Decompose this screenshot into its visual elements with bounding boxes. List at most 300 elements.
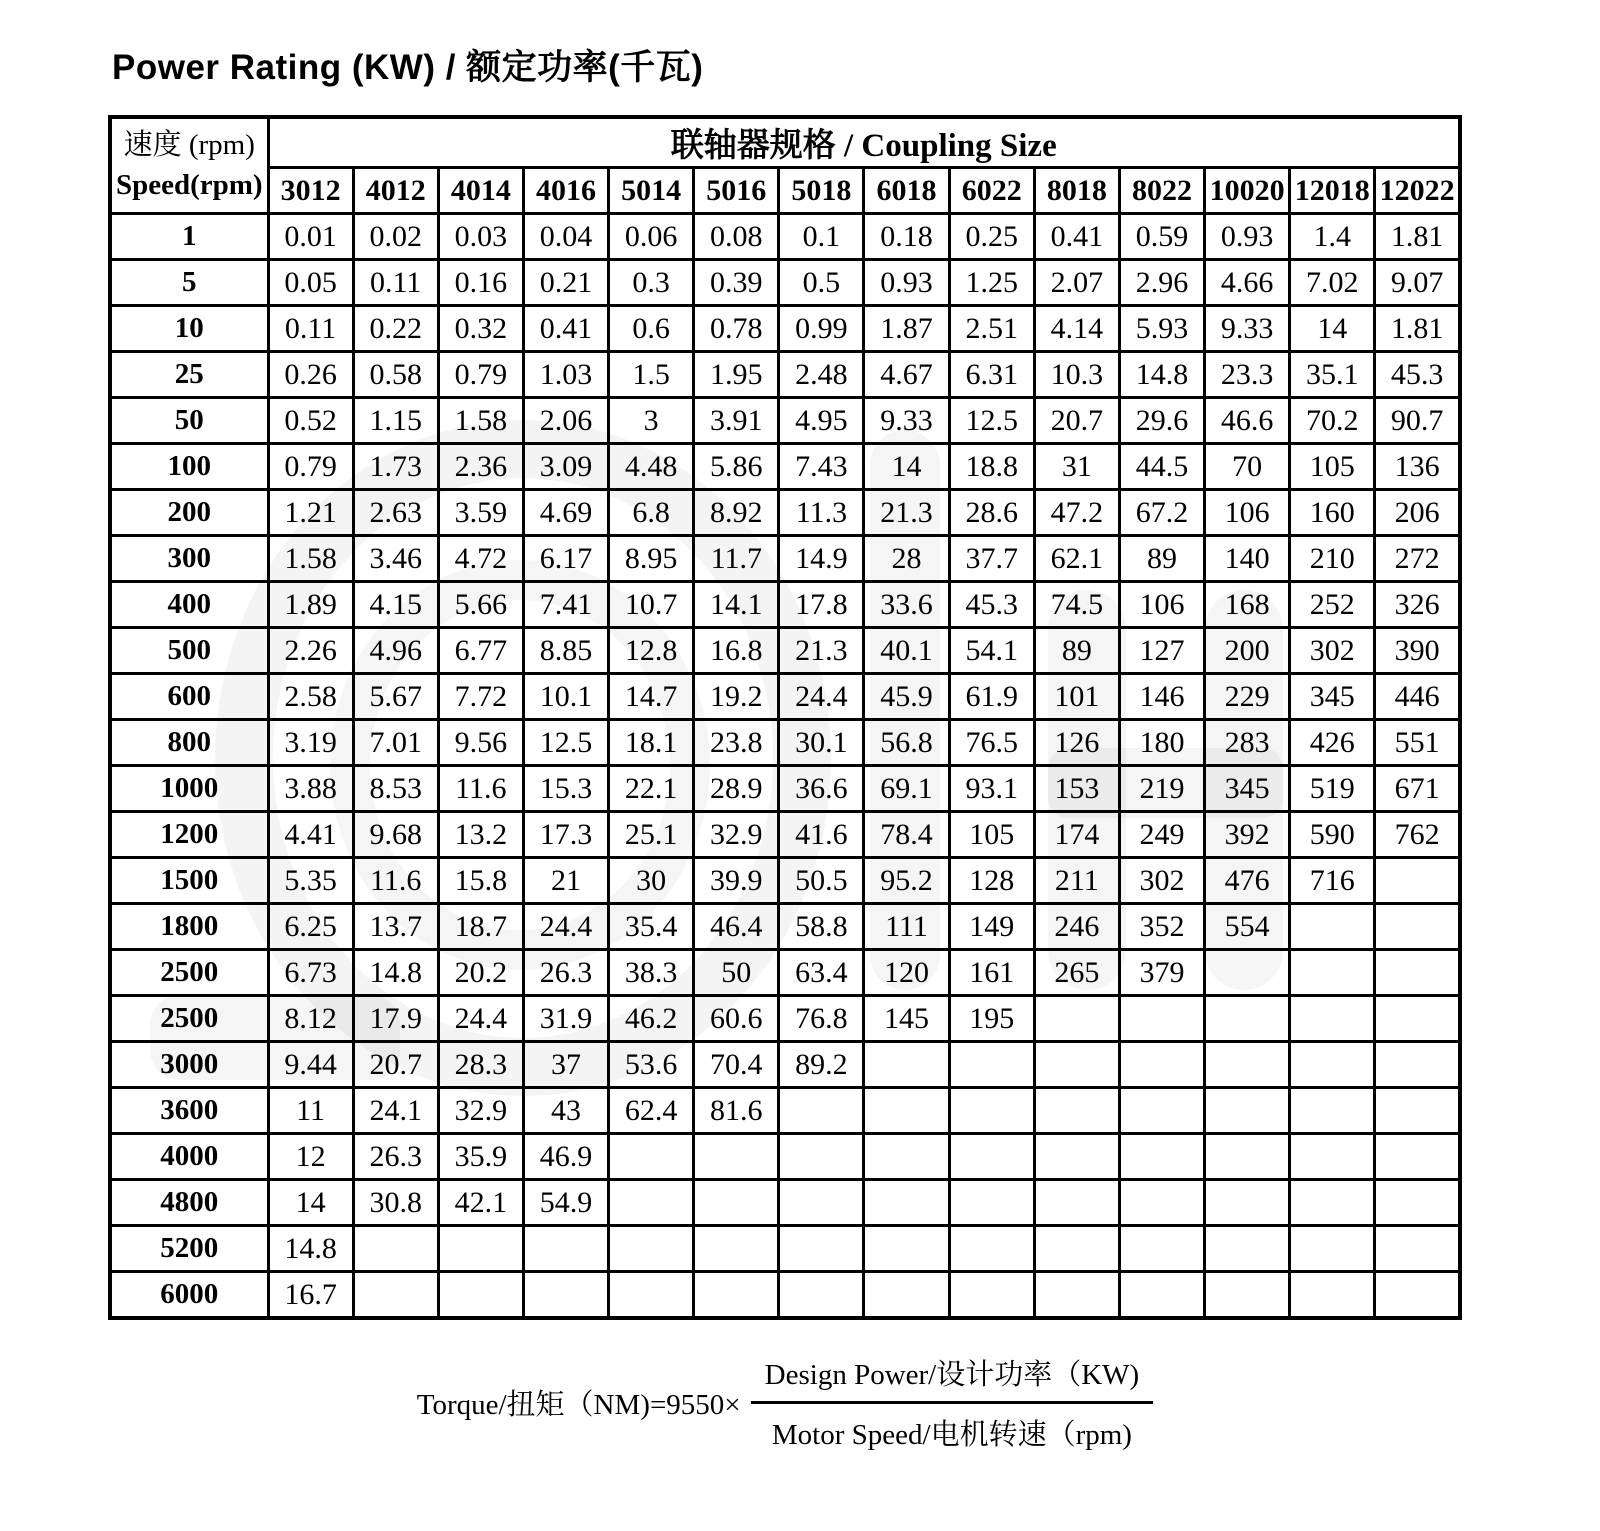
power-value-cell: [1290, 1272, 1375, 1319]
power-value-cell: 3: [609, 398, 694, 444]
power-value-cell: 762: [1375, 812, 1460, 858]
power-value-cell: 24.4: [523, 904, 608, 950]
power-value-cell: 14.8: [353, 950, 438, 996]
power-value-cell: [1205, 950, 1290, 996]
power-value-cell: 18.8: [949, 444, 1034, 490]
table-row: [110, 260, 1460, 306]
table-row: [110, 1042, 1460, 1088]
power-value-cell: 5.67: [353, 674, 438, 720]
power-value-cell: 4.66: [1205, 260, 1290, 306]
power-value-cell: 551: [1375, 720, 1460, 766]
power-value-cell: 54.9: [523, 1180, 608, 1226]
power-value-cell: 5.66: [438, 582, 523, 628]
power-value-cell: 0.52: [268, 398, 353, 444]
power-value-cell: 20.7: [1034, 398, 1119, 444]
power-value-cell: 53.6: [609, 1042, 694, 1088]
power-value-cell: 89: [1119, 536, 1204, 582]
power-value-cell: 28.9: [694, 766, 779, 812]
power-value-cell: 35.9: [438, 1134, 523, 1180]
power-rating-table: [108, 115, 1462, 1320]
power-value-cell: 352: [1119, 904, 1204, 950]
power-value-cell: 206: [1375, 490, 1460, 536]
power-value-cell: 28.6: [949, 490, 1034, 536]
power-value-cell: 0.3: [609, 260, 694, 306]
power-value-cell: 136: [1375, 444, 1460, 490]
power-value-cell: 0.79: [438, 352, 523, 398]
power-value-cell: 3.91: [694, 398, 779, 444]
power-value-cell: 3.09: [523, 444, 608, 490]
power-value-cell: 246: [1034, 904, 1119, 950]
power-value-cell: 93.1: [949, 766, 1034, 812]
power-value-cell: 554: [1205, 904, 1290, 950]
power-value-cell: 13.2: [438, 812, 523, 858]
speed-label: 1800: [110, 904, 268, 950]
power-value-cell: 161: [949, 950, 1034, 996]
power-value-cell: 8.85: [523, 628, 608, 674]
power-value-cell: [694, 1134, 779, 1180]
power-value-cell: 2.06: [523, 398, 608, 444]
power-value-cell: 128: [949, 858, 1034, 904]
power-value-cell: 5.86: [694, 444, 779, 490]
power-value-cell: 272: [1375, 536, 1460, 582]
power-value-cell: [609, 1272, 694, 1319]
power-value-cell: 12.5: [523, 720, 608, 766]
power-value-cell: 345: [1290, 674, 1375, 720]
power-value-cell: 106: [1205, 490, 1290, 536]
power-value-cell: 18.1: [609, 720, 694, 766]
power-value-cell: 716: [1290, 858, 1375, 904]
power-value-cell: 105: [1290, 444, 1375, 490]
speed-label: 50: [110, 398, 268, 444]
power-value-cell: 1.21: [268, 490, 353, 536]
power-value-cell: 0.32: [438, 306, 523, 352]
table-row: [110, 720, 1460, 766]
power-value-cell: [864, 1042, 949, 1088]
power-value-cell: 4.69: [523, 490, 608, 536]
power-value-cell: 95.2: [864, 858, 949, 904]
power-value-cell: 44.5: [1119, 444, 1204, 490]
power-value-cell: 211: [1034, 858, 1119, 904]
power-value-cell: 46.9: [523, 1134, 608, 1180]
formula-lhs: Torque/扭矩（NM)=9550×: [416, 1389, 741, 1421]
speed-label: 3600: [110, 1088, 268, 1134]
power-value-cell: 111: [864, 904, 949, 950]
power-value-cell: 590: [1290, 812, 1375, 858]
power-value-cell: 14.7: [609, 674, 694, 720]
speed-label: 800: [110, 720, 268, 766]
power-value-cell: [779, 1272, 864, 1319]
formula-fraction: [751, 1352, 1154, 1453]
speed-label: 10: [110, 306, 268, 352]
power-value-cell: 126: [1034, 720, 1119, 766]
power-value-cell: 58.8: [779, 904, 864, 950]
power-value-cell: 23.3: [1205, 352, 1290, 398]
speed-label: 300: [110, 536, 268, 582]
power-value-cell: [1375, 904, 1460, 950]
power-value-cell: 74.5: [1034, 582, 1119, 628]
power-value-cell: 30: [609, 858, 694, 904]
power-value-cell: 62.1: [1034, 536, 1119, 582]
power-value-cell: [1205, 1272, 1290, 1319]
power-value-cell: 2.26: [268, 628, 353, 674]
power-value-cell: 0.18: [864, 214, 949, 260]
size-column-header: 5018: [779, 168, 864, 214]
power-value-cell: 28: [864, 536, 949, 582]
power-value-cell: 13.7: [353, 904, 438, 950]
power-value-cell: 9.56: [438, 720, 523, 766]
power-value-cell: 2.36: [438, 444, 523, 490]
power-value-cell: 446: [1375, 674, 1460, 720]
power-value-cell: 174: [1034, 812, 1119, 858]
coupling-size-header: 联轴器规格 / Coupling Size: [268, 117, 1460, 168]
power-value-cell: [1375, 1180, 1460, 1226]
power-value-cell: [523, 1272, 608, 1319]
power-value-cell: 1.25: [949, 260, 1034, 306]
power-value-cell: 4.95: [779, 398, 864, 444]
power-value-cell: 379: [1119, 950, 1204, 996]
power-value-cell: 0.99: [779, 306, 864, 352]
power-value-cell: [864, 1226, 949, 1272]
power-value-cell: 89: [1034, 628, 1119, 674]
power-value-cell: 19.2: [694, 674, 779, 720]
power-value-cell: 11.7: [694, 536, 779, 582]
power-value-cell: 37: [523, 1042, 608, 1088]
power-value-cell: 283: [1205, 720, 1290, 766]
power-value-cell: 2.58: [268, 674, 353, 720]
power-value-cell: 22.1: [609, 766, 694, 812]
power-value-cell: 45.9: [864, 674, 949, 720]
power-value-cell: [949, 1180, 1034, 1226]
power-value-cell: [694, 1226, 779, 1272]
speed-label: 1200: [110, 812, 268, 858]
power-value-cell: [1034, 1226, 1119, 1272]
power-value-cell: 3.19: [268, 720, 353, 766]
power-value-cell: 8.12: [268, 996, 353, 1042]
power-value-cell: 210: [1290, 536, 1375, 582]
power-value-cell: 6.8: [609, 490, 694, 536]
speed-header-cell: [110, 117, 268, 214]
power-value-cell: 41.6: [779, 812, 864, 858]
power-value-cell: [1119, 1134, 1204, 1180]
table-row: [110, 858, 1460, 904]
power-value-cell: 302: [1119, 858, 1204, 904]
power-value-cell: 5.93: [1119, 306, 1204, 352]
power-value-cell: 69.1: [864, 766, 949, 812]
power-value-cell: 200: [1205, 628, 1290, 674]
power-value-cell: 32.9: [694, 812, 779, 858]
power-value-cell: 6.25: [268, 904, 353, 950]
power-value-cell: 0.03: [438, 214, 523, 260]
power-value-cell: 14.8: [268, 1226, 353, 1272]
power-value-cell: 106: [1119, 582, 1204, 628]
power-value-cell: 0.21: [523, 260, 608, 306]
power-value-cell: 35.1: [1290, 352, 1375, 398]
power-value-cell: [438, 1272, 523, 1319]
power-value-cell: 0.25: [949, 214, 1034, 260]
speed-label: 1500: [110, 858, 268, 904]
power-value-cell: 18.7: [438, 904, 523, 950]
power-value-cell: [1119, 996, 1204, 1042]
power-value-cell: 0.93: [864, 260, 949, 306]
power-value-cell: 6.77: [438, 628, 523, 674]
speed-label: 5200: [110, 1226, 268, 1272]
power-value-cell: 219: [1119, 766, 1204, 812]
power-value-cell: 146: [1119, 674, 1204, 720]
power-value-cell: [1034, 1042, 1119, 1088]
power-value-cell: [1375, 858, 1460, 904]
size-column-header: 12018: [1290, 168, 1375, 214]
size-column-header: 8018: [1034, 168, 1119, 214]
power-value-cell: 70.2: [1290, 398, 1375, 444]
speed-label: 2500: [110, 996, 268, 1042]
power-value-cell: 14: [1290, 306, 1375, 352]
power-value-cell: 20.2: [438, 950, 523, 996]
speed-label: 200: [110, 490, 268, 536]
power-value-cell: 30.8: [353, 1180, 438, 1226]
power-value-cell: 160: [1290, 490, 1375, 536]
power-value-cell: [523, 1226, 608, 1272]
power-value-cell: [1375, 1042, 1460, 1088]
power-value-cell: 1.73: [353, 444, 438, 490]
power-value-cell: [1290, 1042, 1375, 1088]
power-value-cell: 70: [1205, 444, 1290, 490]
power-value-cell: 9.68: [353, 812, 438, 858]
power-value-cell: 15.3: [523, 766, 608, 812]
power-value-cell: [1290, 1180, 1375, 1226]
power-value-cell: 17.3: [523, 812, 608, 858]
power-value-cell: 43: [523, 1088, 608, 1134]
power-value-cell: 1.58: [268, 536, 353, 582]
power-value-cell: [949, 1088, 1034, 1134]
power-value-cell: 32.9: [438, 1088, 523, 1134]
power-value-cell: 46.4: [694, 904, 779, 950]
power-value-cell: 0.58: [353, 352, 438, 398]
power-value-cell: 0.26: [268, 352, 353, 398]
power-value-cell: [1375, 950, 1460, 996]
power-value-cell: 7.43: [779, 444, 864, 490]
power-value-cell: 426: [1290, 720, 1375, 766]
power-value-cell: 0.05: [268, 260, 353, 306]
power-value-cell: 0.59: [1119, 214, 1204, 260]
power-value-cell: 45.3: [949, 582, 1034, 628]
speed-label: 500: [110, 628, 268, 674]
table-row: [110, 812, 1460, 858]
power-value-cell: 54.1: [949, 628, 1034, 674]
power-value-cell: 61.9: [949, 674, 1034, 720]
power-value-cell: 31: [1034, 444, 1119, 490]
table-row: [110, 904, 1460, 950]
power-value-cell: 2.63: [353, 490, 438, 536]
table-row: [110, 628, 1460, 674]
table-row: [110, 582, 1460, 628]
power-value-cell: 7.01: [353, 720, 438, 766]
power-value-cell: 149: [949, 904, 1034, 950]
power-value-cell: 11.3: [779, 490, 864, 536]
table-row: [110, 1272, 1460, 1319]
power-value-cell: 16.8: [694, 628, 779, 674]
power-value-cell: 0.79: [268, 444, 353, 490]
table-row: [110, 444, 1460, 490]
power-value-cell: 2.96: [1119, 260, 1204, 306]
power-value-cell: 101: [1034, 674, 1119, 720]
power-value-cell: 17.8: [779, 582, 864, 628]
power-value-cell: [1205, 996, 1290, 1042]
power-value-cell: 10.3: [1034, 352, 1119, 398]
power-value-cell: 35.4: [609, 904, 694, 950]
power-value-cell: 0.6: [609, 306, 694, 352]
power-value-cell: 1.81: [1375, 306, 1460, 352]
formula-numerator: Design Power/设计功率（KW): [751, 1352, 1154, 1404]
power-value-cell: 46.6: [1205, 398, 1290, 444]
power-value-cell: 180: [1119, 720, 1204, 766]
power-value-cell: [353, 1226, 438, 1272]
power-value-cell: 76.5: [949, 720, 1034, 766]
power-value-cell: 1.95: [694, 352, 779, 398]
power-value-cell: 4.67: [864, 352, 949, 398]
power-value-cell: 46.2: [609, 996, 694, 1042]
power-value-cell: 8.53: [353, 766, 438, 812]
speed-label: 400: [110, 582, 268, 628]
power-value-cell: 63.4: [779, 950, 864, 996]
power-value-cell: 2.51: [949, 306, 1034, 352]
power-value-cell: 9.33: [864, 398, 949, 444]
power-value-cell: 16.7: [268, 1272, 353, 1319]
power-value-cell: 140: [1205, 536, 1290, 582]
table-row: [110, 1134, 1460, 1180]
power-value-cell: 17.9: [353, 996, 438, 1042]
power-value-cell: 50.5: [779, 858, 864, 904]
power-value-cell: 229: [1205, 674, 1290, 720]
power-value-cell: 37.7: [949, 536, 1034, 582]
power-value-cell: [864, 1272, 949, 1319]
power-value-cell: 8.95: [609, 536, 694, 582]
power-value-cell: 105: [949, 812, 1034, 858]
power-value-cell: 0.22: [353, 306, 438, 352]
power-value-cell: [949, 1272, 1034, 1319]
power-value-cell: 0.16: [438, 260, 523, 306]
power-value-cell: [1290, 996, 1375, 1042]
power-value-cell: 20.7: [353, 1042, 438, 1088]
power-value-cell: 0.5: [779, 260, 864, 306]
power-value-cell: [1205, 1088, 1290, 1134]
power-value-cell: 7.41: [523, 582, 608, 628]
power-value-cell: 15.8: [438, 858, 523, 904]
power-value-cell: 0.78: [694, 306, 779, 352]
power-value-cell: 7.02: [1290, 260, 1375, 306]
power-value-cell: [864, 1134, 949, 1180]
power-value-cell: 23.8: [694, 720, 779, 766]
power-value-cell: 6.17: [523, 536, 608, 582]
power-value-cell: 47.2: [1034, 490, 1119, 536]
header-row-coupling: [110, 117, 1460, 168]
power-value-cell: 12.8: [609, 628, 694, 674]
power-value-cell: [1034, 996, 1119, 1042]
power-value-cell: 8.92: [694, 490, 779, 536]
table-row: [110, 674, 1460, 720]
power-value-cell: [1205, 1226, 1290, 1272]
power-value-cell: 476: [1205, 858, 1290, 904]
power-value-cell: 265: [1034, 950, 1119, 996]
power-value-cell: 45.3: [1375, 352, 1460, 398]
power-value-cell: 89.2: [779, 1042, 864, 1088]
power-value-cell: 326: [1375, 582, 1460, 628]
speed-label: 2500: [110, 950, 268, 996]
power-value-cell: [1290, 1134, 1375, 1180]
table-row: [110, 950, 1460, 996]
power-value-cell: [1375, 1134, 1460, 1180]
power-value-cell: 42.1: [438, 1180, 523, 1226]
power-value-cell: 4.14: [1034, 306, 1119, 352]
power-value-cell: [949, 1134, 1034, 1180]
power-value-cell: 302: [1290, 628, 1375, 674]
power-value-cell: [1290, 1226, 1375, 1272]
power-value-cell: [1375, 1272, 1460, 1319]
torque-formula: [0, 1352, 1570, 1453]
power-value-cell: 39.9: [694, 858, 779, 904]
power-value-cell: 0.06: [609, 214, 694, 260]
power-value-cell: 2.07: [1034, 260, 1119, 306]
table-row: [110, 1226, 1460, 1272]
power-value-cell: 11.6: [438, 766, 523, 812]
power-value-cell: 11.6: [353, 858, 438, 904]
table-row: [110, 214, 1460, 260]
power-value-cell: 519: [1290, 766, 1375, 812]
power-value-cell: 10.1: [523, 674, 608, 720]
power-value-cell: 36.6: [779, 766, 864, 812]
power-value-cell: 24.1: [353, 1088, 438, 1134]
power-value-cell: 1.81: [1375, 214, 1460, 260]
power-value-cell: [1119, 1180, 1204, 1226]
size-column-header: 8022: [1119, 168, 1204, 214]
power-value-cell: 56.8: [864, 720, 949, 766]
table-row: [110, 1088, 1460, 1134]
power-value-cell: 33.6: [864, 582, 949, 628]
power-value-cell: 392: [1205, 812, 1290, 858]
power-value-cell: [1375, 1088, 1460, 1134]
power-value-cell: 21: [523, 858, 608, 904]
power-value-cell: 24.4: [438, 996, 523, 1042]
power-value-cell: 6.73: [268, 950, 353, 996]
power-value-cell: [949, 1226, 1034, 1272]
power-value-cell: [1290, 1088, 1375, 1134]
power-value-cell: 6.31: [949, 352, 1034, 398]
power-value-cell: [1034, 1180, 1119, 1226]
power-value-cell: 3.46: [353, 536, 438, 582]
power-value-cell: 3.59: [438, 490, 523, 536]
power-value-cell: [1119, 1226, 1204, 1272]
power-value-cell: [1119, 1088, 1204, 1134]
power-value-cell: 12.5: [949, 398, 1034, 444]
speed-label: 1000: [110, 766, 268, 812]
power-value-cell: 1.58: [438, 398, 523, 444]
power-value-cell: 1.5: [609, 352, 694, 398]
power-value-cell: 9.33: [1205, 306, 1290, 352]
power-value-cell: [779, 1180, 864, 1226]
power-value-cell: 40.1: [864, 628, 949, 674]
power-value-cell: 0.04: [523, 214, 608, 260]
power-value-cell: 26.3: [353, 1134, 438, 1180]
power-value-cell: 4.41: [268, 812, 353, 858]
table-row: [110, 490, 1460, 536]
power-value-cell: [1119, 1042, 1204, 1088]
size-column-header: 4016: [523, 168, 608, 214]
power-value-cell: 127: [1119, 628, 1204, 674]
size-column-header: 5014: [609, 168, 694, 214]
power-value-cell: [1205, 1180, 1290, 1226]
size-column-header: 6018: [864, 168, 949, 214]
power-value-cell: [609, 1134, 694, 1180]
table-row: [110, 766, 1460, 812]
